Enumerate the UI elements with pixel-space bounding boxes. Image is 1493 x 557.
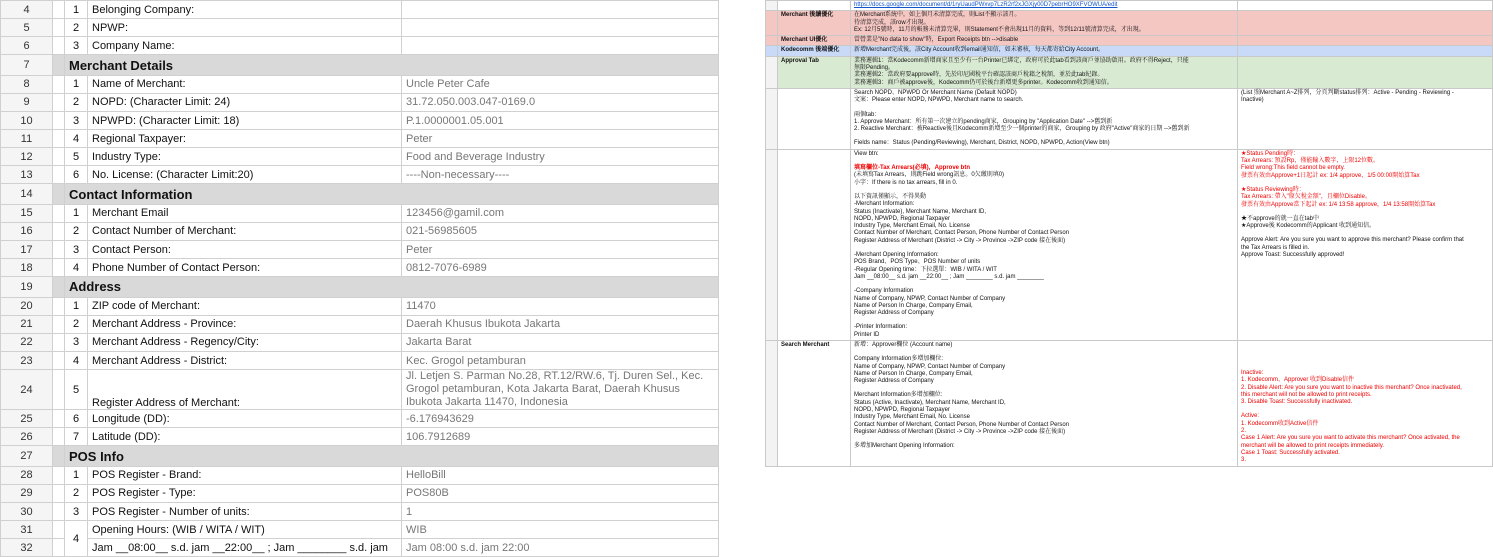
field-value[interactable]: Uncle Peter Cafe	[402, 75, 719, 93]
doc-row	[766, 36, 1493, 46]
field-number[interactable]: 3	[65, 333, 88, 351]
note-line: ★Status Pending時：	[1241, 150, 1300, 157]
spec-line: POS Brand、POS Type、POS Number of units	[854, 259, 981, 266]
doc-cell-spec[interactable]	[851, 149, 1238, 340]
row-number[interactable]: 14	[1, 184, 53, 205]
row-spacer	[53, 130, 65, 148]
field-row	[1, 333, 719, 351]
spec-line: -Merchant Opening Information:	[854, 252, 939, 259]
spec-line: Status (Inactivate), Merchant Name, Merchant ID,	[854, 208, 987, 215]
row-spacer	[53, 1, 65, 19]
doc-cell-notes[interactable]	[1238, 88, 1493, 149]
field-label[interactable]: Merchant Address - Province:	[88, 315, 402, 333]
row-number[interactable]: 20	[1, 297, 53, 315]
field-row	[1, 502, 719, 520]
row-number[interactable]: 31	[1, 521, 53, 539]
row-number[interactable]: 7	[1, 55, 53, 76]
doc-cell-title[interactable]	[778, 149, 851, 340]
spec-line: 新增Merchant完成後，該City Account收到email通知信，如未審核，每天都寄給City Account。	[854, 47, 1105, 54]
row-marker	[766, 1, 778, 11]
field-number[interactable]: 3	[65, 502, 88, 520]
note-line: ★Approve後 Kodecomm的Applicant 收到通知信。	[1241, 223, 1376, 230]
spec-line: 以下資訊僅顯示，不得異動	[854, 193, 927, 200]
section-title[interactable]: Address	[65, 277, 719, 298]
field-number[interactable]: 2	[65, 19, 88, 37]
field-row	[1, 297, 719, 315]
doc-cell-title[interactable]: Kodecomm 後端優化	[778, 46, 851, 56]
field-label[interactable]: Register Address of Merchant:	[88, 370, 402, 410]
note-line: 3.	[1241, 457, 1247, 464]
spec-line	[854, 105, 1234, 112]
note-line: ★Status Reviewing時：	[1241, 186, 1305, 193]
row-number[interactable]: 13	[1, 166, 53, 184]
doc-cell-spec[interactable]	[851, 46, 1238, 56]
doc-cell-notes[interactable]	[1238, 46, 1493, 56]
field-label[interactable]: Contact Number of Merchant:	[88, 222, 402, 240]
right-doc-table-pane	[765, 0, 1483, 515]
field-row	[1, 75, 719, 93]
spec-line	[854, 317, 1234, 324]
row-spacer	[53, 370, 65, 410]
spec-line: 當營業是"No data to show"時，Export Receipts btn -->disable	[854, 37, 1019, 44]
note-line	[1241, 363, 1489, 370]
note-line: 2. Disable Alert: Are you sure you want to inactive this merchant? Once inactivated,	[1241, 384, 1462, 391]
spec-line: NOPD, NPWPD, Regional Taxpayer	[854, 215, 950, 222]
doc-row	[766, 149, 1493, 340]
row-spacer	[53, 37, 65, 55]
field-row	[1, 539, 719, 557]
field-value[interactable]	[402, 1, 719, 19]
field-number[interactable]: 3	[65, 111, 88, 129]
note-line	[1241, 356, 1489, 363]
doc-cell-title[interactable]: Merchant 後續優化	[778, 11, 851, 36]
field-value[interactable]	[402, 19, 719, 37]
row-spacer	[53, 111, 65, 129]
spec-line: 兩個tab：	[854, 111, 881, 118]
spec-line: 小字：If there is no tax arrears, fill in 0.	[854, 179, 958, 186]
field-label[interactable]: Industry Type:	[88, 148, 402, 166]
field-value[interactable]: Jakarta Barat	[402, 333, 719, 351]
field-number[interactable]: 5	[65, 148, 88, 166]
field-label[interactable]: POS Register - Type:	[88, 484, 402, 502]
field-number[interactable]: 2	[65, 484, 88, 502]
note-line: Tax Arrears: 預設Rp，僅能輸入數字，上限12位數。	[1241, 158, 1380, 165]
field-label[interactable]: NOPD: (Character Limit: 24)	[88, 93, 402, 111]
spec-line: Fields name：Status (Pending/Reviewing), Merchant, District, NOPD, NPWPD, Action(View btn)	[854, 140, 1110, 147]
row-marker	[766, 11, 778, 36]
doc-cell-notes[interactable]	[1238, 36, 1493, 46]
row-number[interactable]: 18	[1, 259, 53, 277]
field-label[interactable]: Contact Person:	[88, 241, 402, 259]
field-row	[1, 166, 719, 184]
note-line	[1241, 180, 1489, 187]
row-number[interactable]: 11	[1, 130, 53, 148]
spec-line: Status (Active, Inactivate), Merchant Name, Merchant ID,	[854, 399, 1006, 406]
section-title[interactable]: Contact Information	[65, 184, 719, 205]
note-line: 發票有效由Approve+1日起計 ex: 1/4 approve，1/5 00:00開始算Tax	[1241, 172, 1420, 179]
field-value[interactable]: P.1.0000001.05.001	[402, 111, 719, 129]
spec-line: Register Address of Company	[854, 378, 934, 385]
field-value[interactable]: Daerah Khusus Ibukota Jakarta	[402, 315, 719, 333]
spec-line: Ex: 12月5號時，11月的帳務未清算完畢，則Statement不會出現11月的資料，等到12/11號清算完成，才出現。	[854, 26, 1145, 33]
field-value[interactable]: POS80B	[402, 484, 719, 502]
row-spacer	[53, 19, 65, 37]
spec-line: Name of Person In Charge, Company Email,	[854, 370, 973, 377]
spec-line: 2. Reactive Merchant：被Reactive後且Kodecomm新增至少一個printer的商家，Grouping by 政府"Active"商家的日期 -->舊到新	[854, 126, 1190, 133]
spec-line	[854, 281, 1234, 288]
doc-row	[766, 340, 1493, 466]
spec-line: 填寫欄位-Tax Arrears(必填)，Approve btn	[854, 165, 971, 172]
row-number[interactable]: 26	[1, 428, 53, 446]
field-number[interactable]: 1	[65, 466, 88, 484]
field-number[interactable]: 1	[65, 204, 88, 222]
spec-line: Name of Person In Charge, Company Email,	[854, 302, 973, 309]
doc-cell-title	[778, 1, 851, 11]
field-number[interactable]: 1	[65, 75, 88, 93]
row-spacer	[53, 315, 65, 333]
row-number[interactable]: 19	[1, 277, 53, 298]
row-marker	[766, 88, 778, 149]
field-row	[1, 466, 719, 484]
note-line: this merchant will not be allowed to print receipts.	[1241, 391, 1372, 398]
note-line: 1. Kodecomm、Approver 收到Disable信件	[1241, 377, 1355, 384]
doc-cell-notes[interactable]	[1238, 340, 1493, 466]
note-line: Case 1 Alert: Are you sure you want to activate this merchant? Once activated, the	[1241, 435, 1460, 442]
field-number[interactable]: 2	[65, 93, 88, 111]
row-spacer	[53, 241, 65, 259]
row-marker	[766, 56, 778, 88]
section-title[interactable]: Merchant Details	[65, 55, 719, 76]
field-label[interactable]: Merchant Address - Regency/City:	[88, 333, 402, 351]
row-number[interactable]: 32	[1, 539, 53, 557]
field-value[interactable]: 11470	[402, 297, 719, 315]
row-number[interactable]: 6	[1, 37, 53, 55]
field-value[interactable]: 123456@gamil.com	[402, 204, 719, 222]
spec-line: -Regular Opening time：下拉選單：WIB / WITA / WIT	[854, 266, 997, 273]
spec-line: Register Address of Company	[854, 310, 934, 317]
row-spacer	[53, 277, 65, 298]
note-line	[1241, 342, 1489, 349]
field-label[interactable]: Jam __08:00__ s.d. jam __22:00__ ; Jam ________ s.d. jam	[88, 539, 402, 557]
spec-line: 在Merchant系統中，如上個月未清算完成，則List不顯示該月。	[854, 12, 1021, 19]
row-spacer	[53, 521, 65, 539]
field-number[interactable]: 2	[65, 315, 88, 333]
note-line: Field wrong:This field cannot be empty.	[1241, 165, 1345, 172]
row-spacer	[53, 333, 65, 351]
field-number[interactable]: 7	[65, 428, 88, 446]
field-row	[1, 111, 719, 129]
note-line: ★不approve的就一直在tab中	[1241, 215, 1320, 222]
row-number[interactable]: 15	[1, 204, 53, 222]
row-spacer	[53, 222, 65, 240]
field-number[interactable]: 3	[65, 241, 88, 259]
row-spacer	[53, 428, 65, 446]
spec-line: Industry Type, Merchant Email, No. License	[854, 414, 970, 421]
note-line	[1241, 406, 1489, 413]
row-number[interactable]: 12	[1, 148, 53, 166]
field-value[interactable]: Peter	[402, 241, 719, 259]
spec-line: -Company Information	[854, 288, 914, 295]
field-row	[1, 410, 719, 428]
section-title[interactable]: POS Info	[65, 446, 719, 467]
doc-cell-spec[interactable]	[851, 340, 1238, 466]
row-number[interactable]: 25	[1, 410, 53, 428]
note-line	[1241, 230, 1489, 237]
row-number[interactable]: 16	[1, 222, 53, 240]
field-number[interactable]: 6	[65, 410, 88, 428]
spec-line: 1. Approve Merchant：所有第一次建立的pending商家，Grouping by "Application Date" -->舊到新	[854, 118, 1113, 125]
field-row	[1, 37, 719, 55]
field-value[interactable]: HelloBill	[402, 466, 719, 484]
spec-line: 多增加Merchant Opening Information:	[854, 443, 955, 450]
field-row	[1, 19, 719, 37]
field-number[interactable]: 3	[65, 37, 88, 55]
field-value[interactable]: Jam 08:00 s.d. jam 22:00	[402, 539, 719, 557]
row-number[interactable]: 21	[1, 315, 53, 333]
doc-cell-notes[interactable]	[1238, 149, 1493, 340]
row-spacer	[53, 297, 65, 315]
doc-cell-notes	[1238, 1, 1493, 11]
row-marker	[766, 149, 778, 340]
field-row	[1, 204, 719, 222]
spec-line: Register Address of Merchant (District -> City -> Province ->ZIP code 接在後面)	[854, 237, 1066, 244]
field-row	[1, 259, 719, 277]
doc-cell-notes[interactable]	[1238, 56, 1493, 88]
note-line: 2.	[1241, 428, 1247, 435]
field-label[interactable]: Company Name:	[88, 37, 402, 55]
spec-line	[854, 187, 1234, 194]
spec-line: Contact Number of Merchant, Contact Person, Phone Number of Contact Person	[854, 421, 1070, 428]
row-spacer	[53, 502, 65, 520]
spec-line: -Printer Information:	[854, 324, 908, 331]
row-spacer	[53, 484, 65, 502]
row-number[interactable]: 28	[1, 466, 53, 484]
spec-line: 業務邏輯1：當Kodecomm新增商家且至少有一台Printer已綁定，政府可於此tab看到該商戶並協助啟用。政府不得Reject，只能	[854, 57, 1189, 64]
spec-line: Merchant Information多增加欄位:	[854, 392, 943, 399]
row-spacer	[53, 148, 65, 166]
left-spreadsheet-pane	[0, 0, 707, 554]
row-number[interactable]: 22	[1, 333, 53, 351]
section-header-row	[1, 55, 719, 76]
row-number[interactable]: 23	[1, 352, 53, 370]
field-label[interactable]: Latitude (DD):	[88, 428, 402, 446]
doc-row	[766, 56, 1493, 88]
spec-line: NOPD, NPWPD, Regional Taxpayer	[854, 407, 950, 414]
google-doc-link[interactable]: https://docs.google.com/document/d/1ryUaudPWxvp7LzR2rf2xJGXjy00D7pebrHO9XFVOWUA/edit	[854, 2, 1118, 8]
row-spacer	[53, 446, 65, 467]
field-row	[1, 521, 719, 539]
field-row	[1, 484, 719, 502]
spec-line: 待清算完成，該row才出現。	[854, 19, 930, 26]
note-line	[1241, 349, 1489, 356]
row-number[interactable]: 9	[1, 93, 53, 111]
row-number[interactable]: 27	[1, 446, 53, 467]
field-value[interactable]: 31.72.050.003.047-0169.0	[402, 93, 719, 111]
row-spacer	[53, 166, 65, 184]
spec-line: 業務邏輯3：商戶被approve後，Kodecomm仍可於後台新增更多printer。Kodecomm收到通知信。	[854, 79, 1113, 86]
row-number[interactable]: 4	[1, 1, 53, 19]
row-spacer	[53, 75, 65, 93]
row-spacer	[53, 259, 65, 277]
field-number[interactable]: 4	[65, 130, 88, 148]
row-marker	[766, 340, 778, 466]
doc-link-row	[766, 1, 1493, 11]
field-row	[1, 315, 719, 333]
field-number[interactable]: 1	[65, 1, 88, 19]
field-label[interactable]: Opening Hours: (WIB / WITA / WIT)	[88, 521, 402, 539]
field-value[interactable]: Jl. Letjen S. Parman No.28, RT.12/RW.6, Tj. Duren Sel., Kec. Grogol petamburan, Kota Jakarta Barat, Daerah Khusus Ibukota Jakarta 11470, Indonesia	[402, 370, 719, 410]
doc-cell-spec[interactable]	[851, 88, 1238, 149]
field-row	[1, 241, 719, 259]
field-row	[1, 428, 719, 446]
note-line: Inactive:	[1241, 369, 1264, 376]
doc-cell-title[interactable]: Search Merchant	[778, 340, 851, 466]
row-number[interactable]: 24	[1, 370, 53, 410]
note-line: 3. Disable Toast: Successfully inactivated.	[1241, 399, 1353, 406]
note-line: the Tax Arrears is filled in.	[1241, 244, 1310, 251]
field-number[interactable]: 4	[65, 521, 88, 557]
row-spacer	[53, 204, 65, 222]
spec-line: Register Address of Merchant (District -> City -> Province ->ZIP code 接在後面)	[854, 428, 1066, 435]
spec-line: Jam __08:00__ s.d. jam __22:00__ ; Jam ________ s.d. jam ________	[854, 273, 1044, 280]
field-number[interactable]: 1	[65, 297, 88, 315]
field-label[interactable]: Merchant Email	[88, 204, 402, 222]
field-value[interactable]: 106.7912689	[402, 428, 719, 446]
row-spacer	[53, 410, 65, 428]
field-value[interactable]: Kec. Grogol petamburan	[402, 352, 719, 370]
field-row	[1, 370, 719, 410]
spec-line	[854, 158, 1234, 165]
spec-line: 無限Pending。	[854, 65, 895, 72]
spec-line: 新增：Approver欄位 (Account name)	[854, 341, 953, 348]
note-line: 發票有效由Approve當下起計 ex: 1/4 13:58 approve，1/4 13:58開始算Tax	[1241, 201, 1436, 208]
field-label[interactable]: Belonging Company:	[88, 1, 402, 19]
field-number[interactable]: 2	[65, 222, 88, 240]
row-spacer	[53, 466, 65, 484]
field-value[interactable]: WIB	[402, 521, 719, 539]
field-row	[1, 93, 719, 111]
spec-line: Contact Number of Merchant, Contact Person, Phone Number of Contact Person	[854, 230, 1070, 237]
field-label[interactable]: POS Register - Brand:	[88, 466, 402, 484]
doc-cell-notes[interactable]	[1238, 11, 1493, 36]
field-label[interactable]: NPWP:	[88, 19, 402, 37]
field-row	[1, 352, 719, 370]
doc-cell-title[interactable]: Approval Tab	[778, 56, 851, 88]
field-value[interactable]: 1	[402, 502, 719, 520]
spec-line: Printer ID	[854, 331, 880, 338]
note-line: (List 照Merchant A~Z排列，分頁判斷status排列：Active - Pending - Reviewing -	[1241, 89, 1454, 96]
field-label[interactable]: Phone Number of Contact Person:	[88, 259, 402, 277]
spec-line: 業務邏輯2：當政府要approve時，先於印尼國稅平台確認該商戶稅籍之稅額，並於此tab紀錄。	[854, 72, 1104, 79]
field-row	[1, 1, 719, 19]
field-row	[1, 130, 719, 148]
spec-line: -Merchant Information:	[854, 201, 915, 208]
note-line: Tax Arrears: 帶入"原欠稅金額"，且欄位Disable。	[1241, 194, 1371, 201]
note-line: Approve Toast: Successfully approved!	[1241, 252, 1345, 259]
doc-cell-spec[interactable]	[851, 56, 1238, 88]
row-spacer	[53, 55, 65, 76]
note-line: merchant will be allowed to print receipts immediately.	[1241, 442, 1384, 449]
field-value[interactable]: 021-56985605	[402, 222, 719, 240]
section-header-row	[1, 184, 719, 205]
spec-line: View btn:	[854, 150, 879, 157]
row-number[interactable]: 5	[1, 19, 53, 37]
field-label[interactable]: Name of Merchant:	[88, 75, 402, 93]
note-line	[1241, 209, 1489, 216]
row-spacer	[53, 93, 65, 111]
spec-line: Name of Company, NPWP, Contact Number of Company	[854, 295, 1006, 302]
row-number[interactable]: 8	[1, 75, 53, 93]
field-label[interactable]: Merchant Address - District:	[88, 352, 402, 370]
row-spacer	[53, 352, 65, 370]
field-row	[1, 148, 719, 166]
doc-row	[766, 46, 1493, 56]
spec-line	[854, 133, 1234, 140]
spec-line	[854, 245, 1234, 252]
field-label[interactable]: POS Register - Number of units:	[88, 502, 402, 520]
field-number[interactable]: 4	[65, 352, 88, 370]
spec-line: Name of Company, NPWP, Contact Number of Company	[854, 363, 1006, 370]
row-number[interactable]: 10	[1, 111, 53, 129]
field-label[interactable]: ZIP code of Merchant:	[88, 297, 402, 315]
spec-line: Company Information多增加欄位:	[854, 356, 944, 363]
note-line: Approve Alert: Are you sure you want to approve this merchant? Please confirm that	[1241, 237, 1464, 244]
note-line: Case 1 Toast: Successfully activated.	[1241, 449, 1340, 456]
spec-line: 文案：Please enter NOPD, NPWPD, Merchant name to search.	[854, 97, 1024, 104]
note-line: Inactive)	[1241, 97, 1264, 104]
field-label[interactable]: NPWPD: (Character Limit: 18)	[88, 111, 402, 129]
field-number[interactable]: 5	[65, 370, 88, 410]
field-row	[1, 222, 719, 240]
row-spacer	[53, 184, 65, 205]
field-value[interactable]: Food and Beverage Industry	[402, 148, 719, 166]
field-label[interactable]: Regional Taxpayer:	[88, 130, 402, 148]
section-header-row	[1, 277, 719, 298]
doc-cell-title[interactable]: Merchant UI優化	[778, 36, 851, 46]
doc-cell-spec[interactable]	[851, 11, 1238, 36]
field-label[interactable]: Longitude (DD):	[88, 410, 402, 428]
note-line: 1. Kodecomm收到Active信件	[1241, 420, 1319, 427]
spec-line: Industry Type, Merchant Email, No. License	[854, 223, 970, 230]
doc-cell-link	[851, 1, 1238, 11]
row-spacer	[53, 539, 65, 557]
doc-row	[766, 11, 1493, 36]
field-number[interactable]: 6	[65, 166, 88, 184]
doc-cell-spec[interactable]	[851, 36, 1238, 46]
field-value[interactable]: 0812-7076-6989	[402, 259, 719, 277]
field-number[interactable]: 4	[65, 259, 88, 277]
spec-line: Search NOPD、NPWPD Or Merchant Name (Default NOPD)	[854, 89, 1017, 96]
merchant-form-sheet	[0, 0, 719, 557]
field-value[interactable]	[402, 37, 719, 55]
doc-row	[766, 88, 1493, 149]
row-marker	[766, 46, 778, 56]
row-number[interactable]: 30	[1, 502, 53, 520]
field-label[interactable]: No. License: (Character Limit:20)	[88, 166, 402, 184]
field-value[interactable]: -6.176943629	[402, 410, 719, 428]
field-value[interactable]: Peter	[402, 130, 719, 148]
note-line: Active:	[1241, 413, 1260, 420]
doc-cell-title[interactable]	[778, 88, 851, 149]
row-number[interactable]: 17	[1, 241, 53, 259]
field-value[interactable]: ----Non-necessary----	[402, 166, 719, 184]
section-header-row	[1, 446, 719, 467]
requirements-table	[765, 0, 1493, 467]
spec-line: (未填寫Tax Arrears，則跳Field wrong訊息。0欠繳則填0)	[854, 172, 1005, 179]
row-number[interactable]: 29	[1, 484, 53, 502]
row-marker	[766, 36, 778, 46]
